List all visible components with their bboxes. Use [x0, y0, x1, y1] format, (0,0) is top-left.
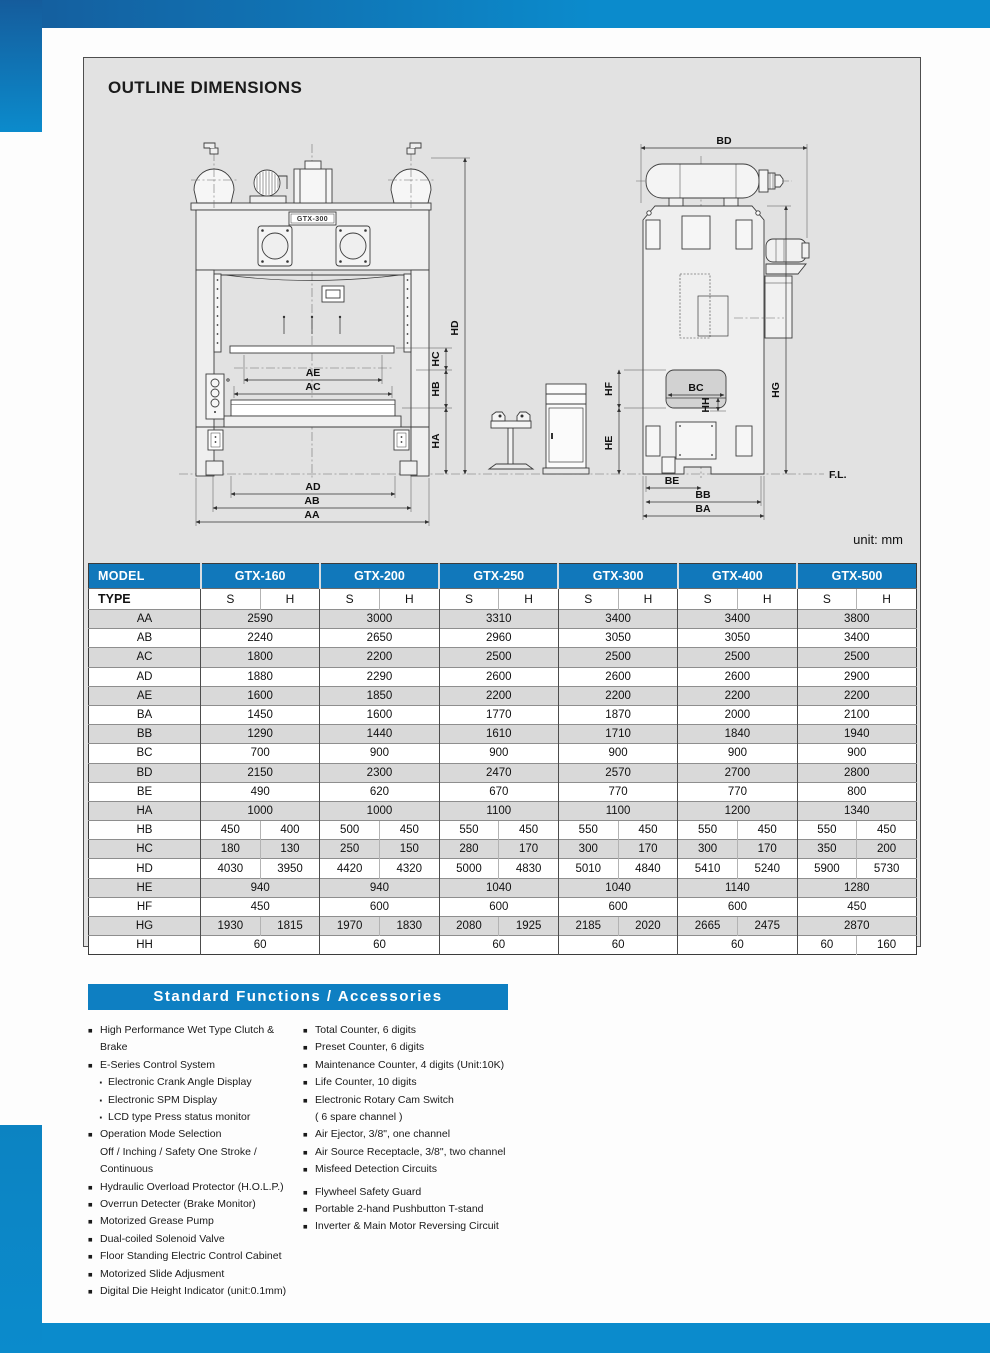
value-cell: 1100	[558, 801, 677, 820]
bottom-left-accent-block	[0, 1125, 42, 1353]
value-cell-h: 5730	[857, 859, 917, 878]
table-header-GTX-400: GTX-400	[678, 564, 797, 589]
row-label: BC	[89, 744, 201, 763]
type-s-cell: S	[439, 589, 499, 610]
value-cell-s: 2185	[558, 917, 618, 936]
value-cell: 900	[558, 744, 677, 763]
value-cell: 3400	[558, 610, 677, 629]
front-view-drawing	[191, 143, 434, 478]
type-h-cell: H	[499, 589, 559, 610]
table-header-GTX-500: GTX-500	[797, 564, 916, 589]
value-cell: 600	[320, 897, 439, 916]
value-cell: 1100	[439, 801, 558, 820]
table-header-GTX-250: GTX-250	[439, 564, 558, 589]
value-cell: 60	[678, 936, 797, 955]
list-item: ■ Portable 2-hand Pushbutton T-stand	[303, 1201, 538, 1218]
square-bullet-icon: ■	[303, 1187, 308, 1197]
dim-label-AC: AC	[305, 381, 321, 393]
row-label: AC	[89, 648, 201, 667]
square-bullet-icon: ■	[88, 1269, 93, 1279]
table-row-AA	[89, 610, 917, 629]
dim-label-HB: HB	[430, 381, 442, 397]
list-item: ■ Air Source Receptacle, 3/8", two channel	[303, 1144, 538, 1161]
dot-bullet-icon: ·	[99, 1110, 104, 1126]
row-label: HG	[89, 917, 201, 936]
table-row-HC	[89, 840, 917, 859]
value-cell: 1140	[678, 878, 797, 897]
table-row-BC	[89, 744, 917, 763]
table-row-AE	[89, 686, 917, 705]
value-cell-h: 1815	[260, 917, 320, 936]
square-bullet-icon: ■	[303, 1130, 308, 1140]
list-item: ■ Preset Counter, 6 digits	[303, 1039, 538, 1056]
value-cell-h: 200	[857, 840, 917, 859]
row-label: HH	[89, 936, 201, 955]
side-control-box	[206, 374, 229, 419]
value-cell: 2200	[439, 686, 558, 705]
list-item: ■ Life Counter, 10 digits	[303, 1074, 538, 1091]
value-cell-h: 450	[618, 821, 678, 840]
type-s-cell: S	[797, 589, 857, 610]
value-cell-s: 5410	[678, 859, 738, 878]
value-cell-s: 550	[558, 821, 618, 840]
list-item: · Electronic Crank Angle Display	[99, 1075, 252, 1091]
row-label: HB	[89, 821, 201, 840]
value-cell: 1940	[797, 725, 916, 744]
list-item: ■ Floor Standing Electric Control Cabinet	[88, 1248, 302, 1265]
dim-label-HD: HD	[449, 320, 461, 336]
row-label: HF	[89, 897, 201, 916]
table-row-HB	[89, 821, 917, 840]
dim-label-HF: HF	[603, 382, 615, 396]
page-title: OUTLINE DIMENSIONS	[108, 78, 303, 97]
value-cell: 1340	[797, 801, 916, 820]
value-cell-h: 4320	[379, 859, 439, 878]
motor-icon	[250, 170, 287, 203]
value-cell-s: 4030	[201, 859, 261, 878]
control-cabinet	[543, 384, 589, 474]
value-cell-h: 400	[260, 821, 320, 840]
dim-label-HC: HC	[430, 351, 442, 367]
table-header-GTX-200: GTX-200	[320, 564, 439, 589]
value-cell: 770	[558, 782, 677, 801]
value-cell-h: 4830	[499, 859, 559, 878]
value-cell: 700	[201, 744, 320, 763]
dim-label-BE: BE	[664, 475, 680, 487]
value-cell-h: 4840	[618, 859, 678, 878]
list-item: ■ Flywheel Safety Guard	[303, 1184, 538, 1201]
value-cell: 2100	[797, 705, 916, 724]
value-cell: 940	[320, 878, 439, 897]
dim-label-BA: BA	[695, 503, 711, 515]
list-item: ■ Hydraulic Overload Protector (H.O.L.P.)	[88, 1179, 302, 1196]
value-cell-s: 4420	[320, 859, 380, 878]
value-cell: 600	[439, 897, 558, 916]
value-cell-s: 250	[320, 840, 380, 859]
value-cell: 1600	[320, 705, 439, 724]
value-cell-h: 170	[737, 840, 797, 859]
value-cell: 1840	[678, 725, 797, 744]
content-panel	[83, 57, 921, 952]
value-cell-s: 2080	[439, 917, 499, 936]
value-cell: 800	[797, 782, 916, 801]
value-cell: 2300	[320, 763, 439, 782]
value-cell: 1610	[439, 725, 558, 744]
value-cell: 1850	[320, 686, 439, 705]
row-label: BD	[89, 763, 201, 782]
value-cell-h: 1925	[499, 917, 559, 936]
value-cell: 2200	[558, 686, 677, 705]
type-s-cell: S	[678, 589, 738, 610]
value-cell-h: 3950	[260, 859, 320, 878]
value-cell: 1200	[678, 801, 797, 820]
square-bullet-icon: ■	[303, 1147, 308, 1157]
list-item: Continuous	[100, 1163, 154, 1176]
table-row-AC	[89, 648, 917, 667]
value-cell: 2600	[678, 667, 797, 686]
row-label: AE	[89, 686, 201, 705]
value-cell: 2500	[558, 648, 677, 667]
value-cell: 3400	[678, 610, 797, 629]
row-label: AB	[89, 629, 201, 648]
list-item: ■ Dual-coiled Solenoid Valve	[88, 1231, 302, 1248]
square-bullet-icon: ■	[88, 1200, 93, 1210]
value-cell-s: 5900	[797, 859, 857, 878]
machine-name-plate	[289, 212, 336, 225]
square-bullet-icon: ■	[303, 1165, 308, 1175]
value-cell-h: 2020	[618, 917, 678, 936]
table-row-AD	[89, 667, 917, 686]
value-cell-s: 5000	[439, 859, 499, 878]
value-cell: 2600	[439, 667, 558, 686]
list-item: ■ Total Counter, 6 digits	[303, 1022, 538, 1039]
square-bullet-icon: ■	[303, 1078, 308, 1088]
list-item: ■ Digital Die Height Indicator (unit:0.1mm)	[88, 1283, 302, 1300]
table-row-BB	[89, 725, 917, 744]
square-bullet-icon: ■	[303, 1043, 308, 1053]
type-h-cell: H	[379, 589, 439, 610]
row-label: BB	[89, 725, 201, 744]
value-cell: 900	[320, 744, 439, 763]
value-cell-h: 450	[499, 821, 559, 840]
value-cell-s: 1930	[201, 917, 261, 936]
value-cell: 670	[439, 782, 558, 801]
dim-label-HG: HG	[770, 382, 782, 398]
value-cell: 900	[797, 744, 916, 763]
square-bullet-icon: ■	[88, 1060, 93, 1070]
type-s-cell: S	[558, 589, 618, 610]
value-cell-h: 5240	[737, 859, 797, 878]
value-cell: 1040	[558, 878, 677, 897]
value-cell-s: 300	[558, 840, 618, 859]
table-row-BD	[89, 763, 917, 782]
value-cell-s: 550	[439, 821, 499, 840]
side-view-drawing	[636, 156, 809, 478]
value-cell: 450	[797, 897, 916, 916]
table-header-row	[89, 564, 917, 589]
value-cell: 2200	[320, 648, 439, 667]
value-cell: 900	[678, 744, 797, 763]
value-cell: 3000	[320, 610, 439, 629]
value-cell-s: 550	[678, 821, 738, 840]
value-cell-h: 160	[857, 936, 917, 955]
type-h-cell: H	[857, 589, 917, 610]
machine-model-label: GTX-300	[296, 216, 329, 224]
value-cell-h: 450	[379, 821, 439, 840]
square-bullet-icon: ■	[88, 1026, 93, 1035]
row-label: BE	[89, 782, 201, 801]
value-cell-s: 1970	[320, 917, 380, 936]
dim-label-BD: BD	[716, 135, 732, 147]
table-header-GTX-160: GTX-160	[201, 564, 320, 589]
value-cell: 3050	[678, 629, 797, 648]
value-cell-s: 450	[201, 821, 261, 840]
value-cell: 620	[320, 782, 439, 801]
dim-label-AD: AD	[305, 481, 321, 493]
value-cell-h: 170	[618, 840, 678, 859]
list-item: ■ Motorized Slide Adjusment	[88, 1266, 302, 1283]
value-cell: 1870	[558, 705, 677, 724]
value-cell: 3310	[439, 610, 558, 629]
table-row-HA	[89, 801, 917, 820]
functions-list-right	[303, 1022, 538, 1236]
value-cell: 2240	[201, 629, 320, 648]
value-cell: 2650	[320, 629, 439, 648]
value-cell-h: 2475	[737, 917, 797, 936]
list-item: · LCD type Press status monitor	[99, 1110, 251, 1126]
table-row-HG	[89, 917, 917, 936]
value-cell-h: 1830	[379, 917, 439, 936]
value-cell: 450	[201, 897, 320, 916]
bottom-accent-band	[0, 1323, 990, 1353]
value-cell: 2590	[201, 610, 320, 629]
table-row-HE	[89, 878, 917, 897]
list-item: Brake	[100, 1041, 128, 1054]
dimensions-table	[88, 563, 917, 955]
value-cell-s: 500	[320, 821, 380, 840]
value-cell: 60	[320, 936, 439, 955]
value-cell-s: 5010	[558, 859, 618, 878]
value-cell-h: 450	[737, 821, 797, 840]
square-bullet-icon: ■	[88, 1287, 93, 1297]
outline-drawings	[84, 128, 922, 558]
value-cell: 2900	[797, 667, 916, 686]
value-cell: 3800	[797, 610, 916, 629]
square-bullet-icon: ■	[88, 1182, 93, 1192]
square-bullet-icon: ■	[303, 1222, 308, 1232]
dim-label-HE: HE	[603, 435, 615, 451]
table-header-model: MODEL	[89, 564, 201, 589]
value-cell: 900	[439, 744, 558, 763]
dim-label-BB: BB	[695, 489, 711, 501]
square-bullet-icon: ■	[88, 1252, 93, 1262]
type-s-cell: S	[320, 589, 380, 610]
dim-label-HA: HA	[430, 433, 442, 449]
value-cell: 2290	[320, 667, 439, 686]
list-item: ■ Air Ejector, 3/8", one channel	[303, 1126, 538, 1143]
table-row-HH	[89, 936, 917, 955]
value-cell: 1000	[201, 801, 320, 820]
accessory-drawings	[489, 384, 589, 474]
list-item: ( 6 spare channel )	[315, 1111, 403, 1124]
value-cell: 2150	[201, 763, 320, 782]
value-cell: 600	[678, 897, 797, 916]
value-cell: 60	[558, 936, 677, 955]
list-item: ■ Operation Mode Selection	[88, 1126, 302, 1143]
value-cell: 1710	[558, 725, 677, 744]
list-item: ■ Inverter & Main Motor Reversing Circuit	[303, 1218, 538, 1235]
value-cell: 2470	[439, 763, 558, 782]
value-cell-s: 2665	[678, 917, 738, 936]
square-bullet-icon: ■	[88, 1217, 93, 1227]
square-bullet-icon: ■	[303, 1060, 308, 1070]
value-cell: 1000	[320, 801, 439, 820]
type-h-cell: H	[618, 589, 678, 610]
pushbutton-t-stand	[489, 412, 533, 469]
value-cell: 2200	[797, 686, 916, 705]
value-cell: 1800	[201, 648, 320, 667]
value-cell: 60	[201, 936, 320, 955]
value-cell: 3050	[558, 629, 677, 648]
functions-list-left	[88, 1022, 302, 1301]
square-bullet-icon: ■	[303, 1095, 308, 1105]
value-cell: 2500	[678, 648, 797, 667]
value-cell: 1600	[201, 686, 320, 705]
square-bullet-icon: ■	[303, 1205, 308, 1215]
value-cell-h: 130	[260, 840, 320, 859]
value-cell: 2800	[797, 763, 916, 782]
value-cell: 490	[201, 782, 320, 801]
row-label: HA	[89, 801, 201, 820]
value-cell: 1040	[439, 878, 558, 897]
value-cell: 1450	[201, 705, 320, 724]
row-label: AD	[89, 667, 201, 686]
top-accent-band	[0, 0, 990, 28]
value-cell-h: 150	[379, 840, 439, 859]
value-cell: 2960	[439, 629, 558, 648]
value-cell-s: 180	[201, 840, 261, 859]
value-cell: 1440	[320, 725, 439, 744]
value-cell: 3400	[797, 629, 916, 648]
dim-label-HH: HH	[700, 397, 712, 413]
row-label: AA	[89, 610, 201, 629]
list-item: ■ Maintenance Counter, 4 digits (Unit:10K)	[303, 1057, 538, 1074]
type-h-cell: H	[260, 589, 320, 610]
value-cell-h: 170	[499, 840, 559, 859]
list-item: ■ Motorized Grease Pump	[88, 1213, 302, 1230]
table-type-row	[89, 589, 917, 610]
table-row-BE	[89, 782, 917, 801]
row-label: HD	[89, 859, 201, 878]
value-cell-s: 300	[678, 840, 738, 859]
floor-level-label: F.L.	[829, 469, 847, 481]
value-cell: 2870	[797, 917, 916, 936]
list-item: ■ High Performance Wet Type Clutch &	[88, 1022, 302, 1039]
value-cell: 1770	[439, 705, 558, 724]
list-item: ■ Overrun Detecter (Brake Monitor)	[88, 1196, 302, 1213]
list-item: · Electronic SPM Display	[99, 1092, 218, 1108]
table-row-BA	[89, 705, 917, 724]
value-cell-s: 550	[797, 821, 857, 840]
square-bullet-icon: ■	[88, 1234, 93, 1244]
value-cell: 2500	[439, 648, 558, 667]
value-cell: 2600	[558, 667, 677, 686]
value-cell: 940	[201, 878, 320, 897]
value-cell: 2500	[797, 648, 916, 667]
row-label: HC	[89, 840, 201, 859]
value-cell: 60	[439, 936, 558, 955]
list-item: ■ E-Series Control System	[88, 1057, 302, 1074]
row-label: BA	[89, 705, 201, 724]
table-header-GTX-300: GTX-300	[558, 564, 677, 589]
dot-bullet-icon: ·	[99, 1092, 104, 1108]
list-item: ■ Misfeed Detection Circuits	[303, 1161, 538, 1178]
table-type-label: TYPE	[89, 589, 201, 610]
value-cell-s: 280	[439, 840, 499, 859]
dim-label-AB: AB	[304, 495, 320, 507]
right-flange	[336, 226, 370, 266]
square-bullet-icon: ■	[303, 1026, 308, 1035]
value-cell: 1880	[201, 667, 320, 686]
value-cell-h: 450	[857, 821, 917, 840]
dot-bullet-icon: ·	[99, 1075, 104, 1091]
list-item: ■ Electronic Rotary Cam Switch	[303, 1092, 538, 1109]
left-flange	[258, 226, 292, 266]
row-label: HE	[89, 878, 201, 897]
square-bullet-icon: ■	[88, 1130, 93, 1140]
type-h-cell: H	[737, 589, 797, 610]
value-cell: 2700	[678, 763, 797, 782]
value-cell-s: 60	[797, 936, 857, 955]
table-row-HF	[89, 897, 917, 916]
type-s-cell: S	[201, 589, 261, 610]
value-cell: 2570	[558, 763, 677, 782]
value-cell: 2000	[678, 705, 797, 724]
value-cell-s: 350	[797, 840, 857, 859]
table-row-AB	[89, 629, 917, 648]
top-left-accent-block	[0, 0, 42, 132]
value-cell: 600	[558, 897, 677, 916]
value-cell: 770	[678, 782, 797, 801]
dim-label-BC: BC	[688, 382, 704, 394]
table-row-HD	[89, 859, 917, 878]
dim-label-AE: AE	[305, 367, 321, 379]
list-item: Off / Inching / Safety One Stroke /	[100, 1145, 257, 1158]
unit-label: unit: mm	[853, 532, 903, 547]
dim-label-AA: AA	[304, 509, 320, 521]
value-cell: 1280	[797, 878, 916, 897]
standard-functions-title: Standard Functions / Accessories	[88, 984, 508, 1010]
value-cell: 1290	[201, 725, 320, 744]
value-cell: 2200	[678, 686, 797, 705]
